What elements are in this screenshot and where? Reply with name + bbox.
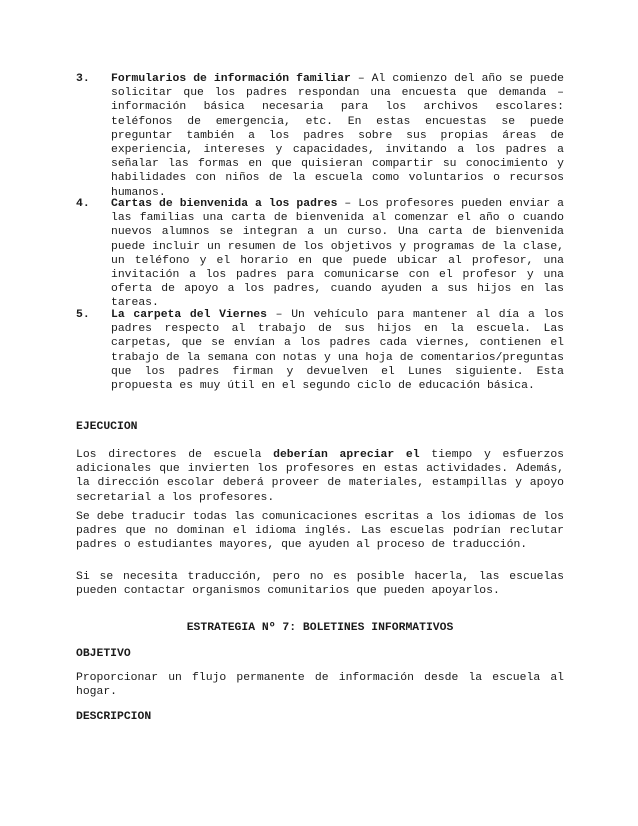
paragraph-objetivo: Proporcionar un flujo permanente de información desde la escuela al hogar. (76, 672, 564, 699)
section-heading-descripcion: DESCRIPCION (76, 711, 152, 723)
section-heading-ejecucion: EJECUCION (76, 421, 138, 433)
list-item-number: 3. (76, 73, 90, 85)
paragraph-ejecucion-1 (76, 448, 564, 505)
section-heading-objetivo: OBJETIVO (76, 648, 131, 660)
list-item-number: 5. (76, 309, 90, 321)
list-item-number: 4. (76, 198, 90, 210)
paragraph-text: tiempo y esfuerzos adicionales que invierten los profesores en estas actividades. Además, la dirección escolar deberá proveer de materiales, estampillas y apoyo secretarial a los profesores. (76, 449, 564, 504)
list-item-body: – Al comienzo del año se puede solicitar que los padres respondan una encuesta que demanda –información básica necesaria para los archivos escolares: teléfonos de emergencia, etc. En estas encuestas se puede preguntar también a los padres sobre sus propias áreas de experiencia, intereses y capacidades, invitando a los padres a señalar las formas en que quisieran compartir su conocimiento y habilidades con niños de la escuela como voluntarios o recursos humanos. (111, 73, 564, 199)
list-item-4 (76, 197, 564, 311)
paragraph-emphasis: deberían apreciar el (273, 449, 420, 461)
list-item-title: Formularios de información familiar (111, 73, 351, 85)
list-item-body: – Un vehículo para mantener al día a los padres respecto al trabajo de sus hijos en la escuela. Las carpetas, que se envían a los padres cada viernes, contienen el trabajo de la semana con notas y una hoja de comentarios/preguntas que los padres firman y devuelven el Lunes siguiente. Esta propuesta es muy útil en el segundo ciclo de educación básica. (111, 309, 564, 393)
list-item-5 (76, 308, 564, 393)
list-item-title: La carpeta del Viernes (111, 309, 267, 321)
list-item-text (111, 72, 564, 200)
paragraph-ejecucion-2: Se debe traducir todas las comunicaciones escritas a los idiomas de los padres que no dominan el idioma inglés. Las escuelas podrían reclutar padres o estudiantes mayores, que ayuden al proceso de traducción. (76, 511, 564, 552)
list-item-text (111, 197, 564, 311)
list-item-3 (76, 72, 564, 200)
list-item-title: Cartas de bienvenida a los padres (111, 198, 338, 210)
strategy-heading: ESTRATEGIA Nº 7: BOLETINES INFORMATIVOS (186, 622, 454, 634)
list-item-body: – Los profesores pueden enviar a las familias una carta de bienvenida al comenzar el año o cuando nuevos alumnos se integran a un curso. Una carta de bienvenida puede incluir un resumen de los objetivos y programas de la clase, un teléfono y el horario en que puede ubicar al profesor, una invitación a los padres para comunicarse con el profesor y una oferta de apoyo a los padres, cuando ayuden a sus hijos en las tareas. (111, 198, 564, 310)
paragraph-ejecucion-3: Si se necesita traducción, pero no es posible hacerla, las escuelas pueden contactar organismos comunitarios que pueden apoyarlos. (76, 571, 564, 598)
paragraph-text: Los directores de escuela (76, 449, 274, 461)
list-item-text (111, 308, 564, 393)
